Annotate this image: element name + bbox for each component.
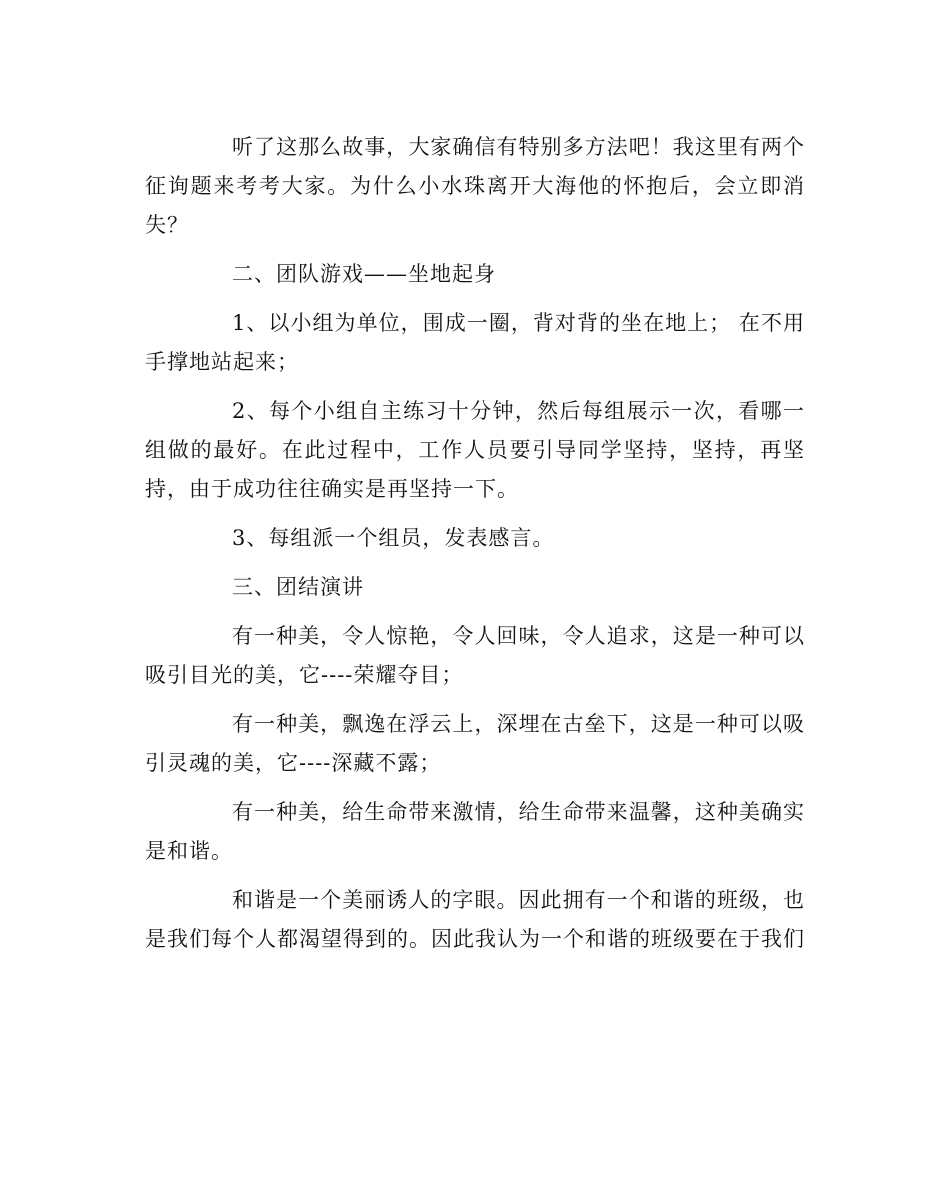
paragraph-step-1: 1、以小组为单位，围成一圈，背对背的坐在地上； 在不用手撑地站起来；	[145, 311, 805, 374]
paragraph-step-3: 3、每组派一个组员，发表感言。	[232, 526, 555, 550]
document-body	[145, 128, 805, 959]
section-heading-speech: 三、团结演讲	[232, 575, 364, 599]
paragraph-harmony: 和谐是一个美丽诱人的字眼。因此拥有一个和谐的班级，也是我们每个人都渴望得到的。因此我认为一个和谐的班级要在于我们	[145, 888, 805, 951]
paragraph-beauty-2: 有一种美，飘逸在浮云上，深埋在古垒下，这是一种可以吸引灵魂的美，它----深藏不露；	[145, 712, 805, 775]
paragraph-beauty-1: 有一种美，令人惊艳，令人回味，令人追求，这是一种可以吸引目光的美，它----荣耀夺目；	[145, 624, 805, 687]
section-heading-team-game: 二、团队游戏——坐地起身	[232, 262, 496, 286]
paragraph-intro-question: 听了这那么故事，大家确信有特别多方法吧！我这里有两个征询题来考考大家。为什么小水珠离开大海他的怀抱后，会立即消失？	[145, 135, 805, 237]
paragraph-step-2: 2、每个小组自主练习十分钟，然后每组展示一次，看哪一组做的最好。在此过程中，工作人员要引导同学坚持，坚持，再坚持，由于成功往往确实是再坚持一下。	[145, 399, 805, 501]
paragraph-beauty-3: 有一种美，给生命带来激情，给生命带来温馨，这种美确实是和谐。	[145, 800, 805, 863]
